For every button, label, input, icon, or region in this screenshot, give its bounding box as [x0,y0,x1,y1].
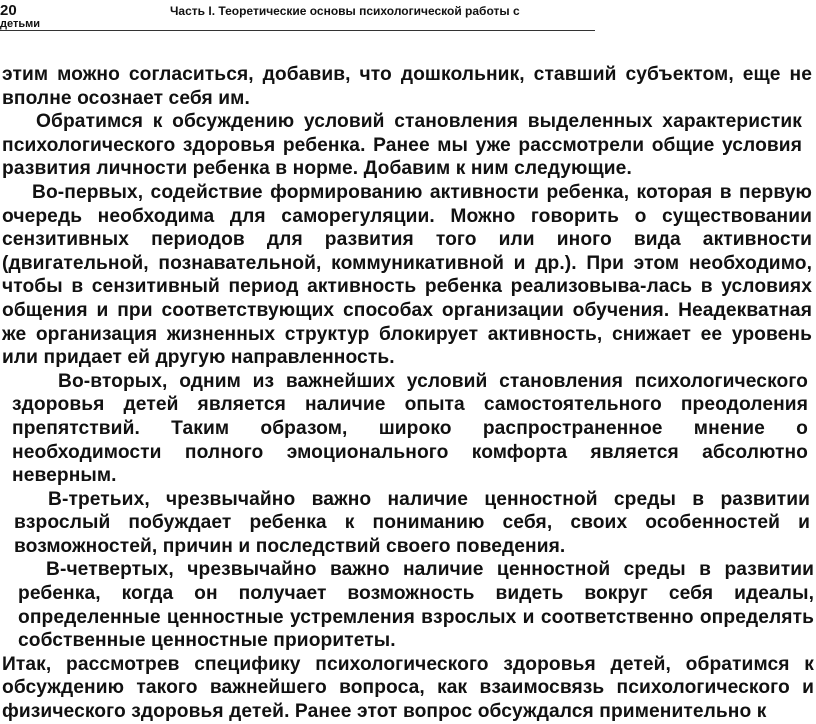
paragraph-6: В-четвертых, чрезвычайно важно наличие ценностной среды в развитии ребенка, когда он получает возможность видеть вокруг себя идеалы, определенные ценностные устремления взрослых и соответственно определять собственные ценностные приоритеты. [18,559,814,652]
paragraph-1: этим можно согласиться, добавив, что дошкольник, ставший субъектом, еще не вполне осознает себя им. [2,64,812,109]
page-number: 20 [0,2,17,19]
body-text [0,63,816,724]
paragraph-4: Во-вторых, одним из важнейших условий становления психологического здоровья детей является наличие опыта самостоятельного преодоления препятствий. Таким образом, широко распространенное мнение о необходимости полного эмоционального комфорта является абсолютно неверным. [12,370,808,487]
paragraph-5: В-третьих, чрезвычайно важно наличие ценностной среды в развитии взрослый побуждает ребенка к пониманию себя, своих особенностей и возможностей, причин и последствий своего поведения. [14,488,810,557]
paragraph-7: Итак, рассмотрев специфику психологического здоровья детей, обратимся к обсуждению такого важнейшего вопроса, как взаимосвязь психологического и физического здоровья детей. Ранее этот вопрос обсуждался применительно к [2,653,814,723]
paragraph-3: Во-первых, содействие формированию активности ребенка, которая в первую очередь необходима для саморегуляции. Можно говорить о существовании сензитивных периодов для развития того или иного вида активности (двигательной, познавательной, коммуникативной и др.). При этом необходимо, чтобы в сензитивный период активность ребенка реализовыва-лась в условиях общения и при соответствующих способах организации обучения. Неадекватная же организация жизненных структур блокирует активность, снижает ее уровень или придает ей другую направленность. [2,181,812,369]
running-title: Часть I. Теоретические основы психологической работы с [170,4,520,18]
page-header [0,0,600,36]
header-rule [0,30,595,31]
paragraph-2: Обратимся к обсуждению условий становления выделенных характеристик психологического здоровья ребенка. Ранее мы уже рассмотрели общие условия развития личности ребенка в норме. Добавим к ним следующие. [2,111,802,180]
running-title-continuation: детьми [0,18,41,30]
